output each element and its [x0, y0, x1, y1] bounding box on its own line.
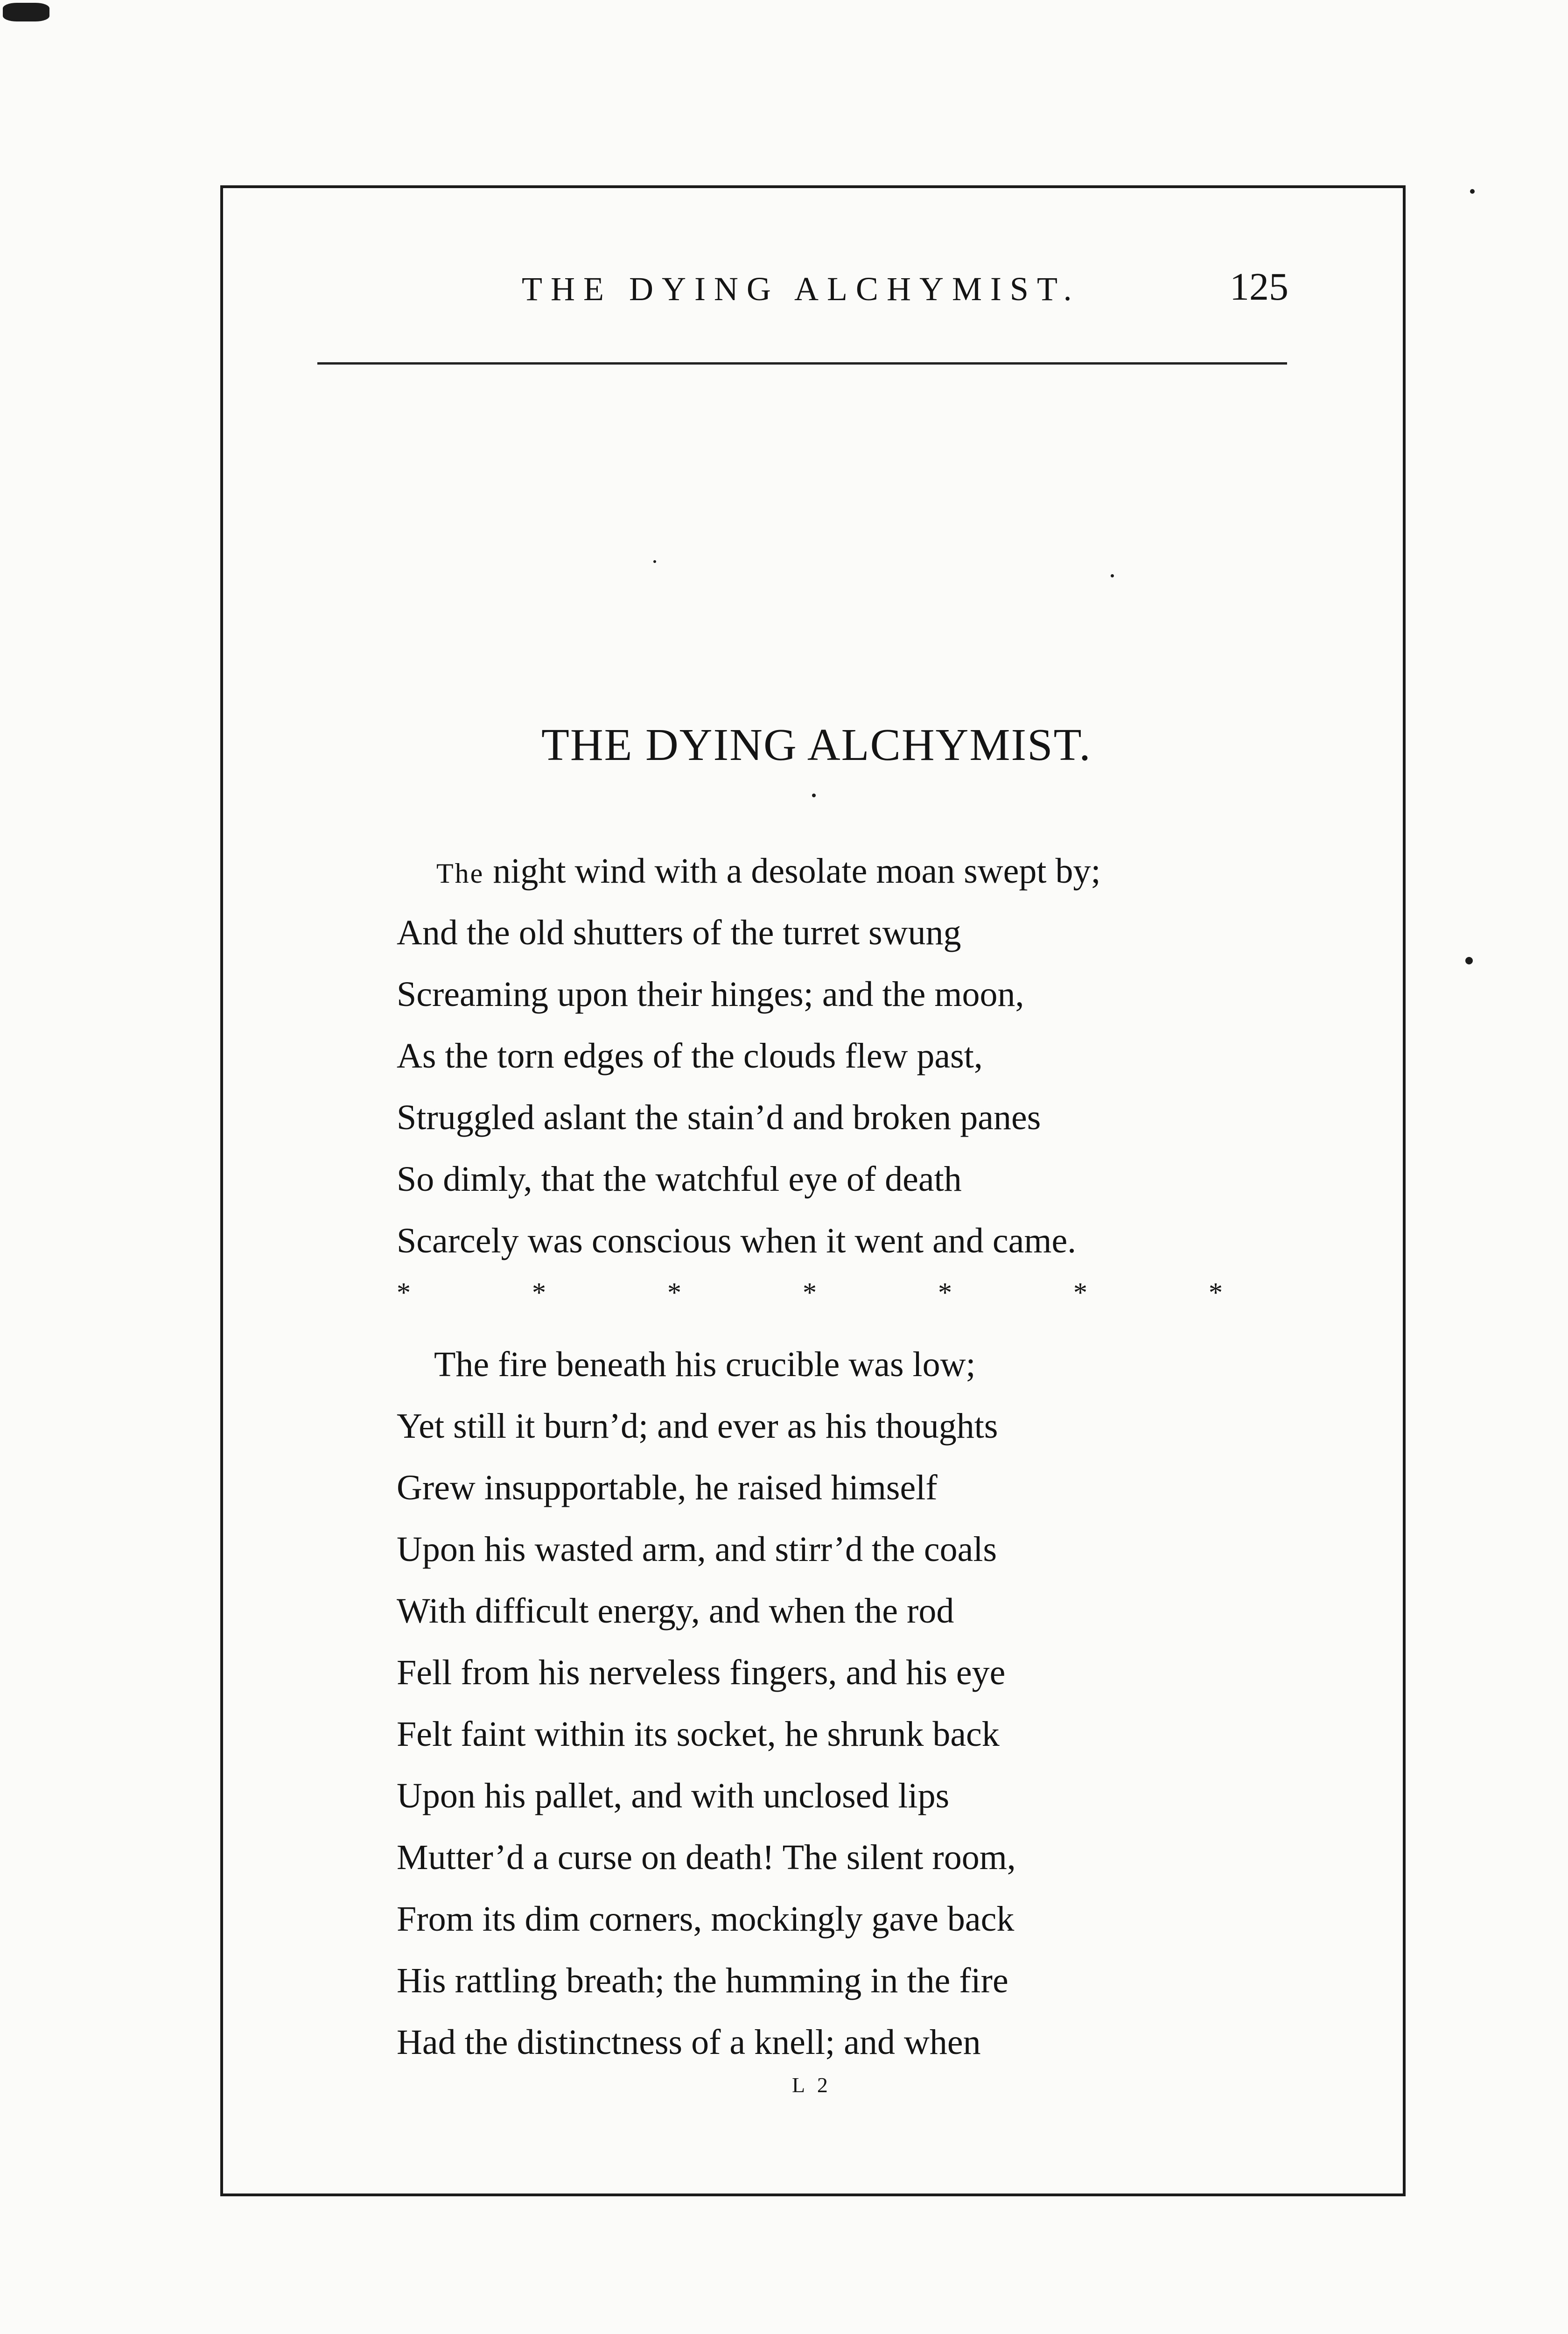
verse-line-15: Upon his pallet, and with unclosed lips	[397, 1776, 950, 1815]
verse-line-16: Mutter’d a curse on death! The silent room,	[397, 1838, 1016, 1877]
speck	[1111, 574, 1114, 577]
header-rule	[317, 362, 1287, 365]
asterisk: *	[667, 1277, 681, 1308]
speck	[812, 794, 816, 797]
verse-line-10: Grew insupportable, he raised himself	[397, 1468, 938, 1507]
stanza-2	[397, 1334, 1016, 2073]
verse-line-18: His rattling breath; the humming in the fire	[397, 1961, 1008, 2000]
verse-line-7: Scarcely was conscious when it went and came.	[397, 1221, 1077, 1260]
verse-line-14: Felt faint within its socket, he shrunk back	[397, 1715, 1000, 1754]
asterisk: *	[1209, 1277, 1223, 1308]
verse-line-5: Struggled aslant the stain’d and broken panes	[397, 1098, 1041, 1137]
verse-line-11: Upon his wasted arm, and stirr’d the coals	[397, 1530, 997, 1569]
asterisk: *	[532, 1277, 546, 1308]
page-number: 125	[1230, 265, 1288, 309]
verse-line-17: From its dim corners, mockingly gave back	[397, 1899, 1015, 1939]
asterisk: *	[803, 1277, 817, 1308]
asterisk: *	[397, 1277, 411, 1308]
poem-title: THE DYING ALCHYMIST.	[541, 720, 1092, 770]
verse-line-13: Fell from his nerveless fingers, and his eye	[397, 1653, 1006, 1692]
speck	[1465, 957, 1473, 964]
asterisk: *	[938, 1277, 952, 1308]
verse-line-2: And the old shutters of the turret swung	[397, 913, 961, 952]
asterisk: *	[1073, 1277, 1087, 1308]
verse-line-3: Screaming upon their hinges; and the moon,	[397, 975, 1024, 1014]
asterisk-separator	[397, 1277, 1223, 1309]
verse-line-1	[436, 840, 1101, 902]
speck	[653, 560, 656, 563]
verse-line-4: As the torn edges of the clouds flew past,	[397, 1036, 983, 1076]
stanza-1	[397, 840, 1101, 1272]
running-head: THE DYING ALCHYMIST.	[522, 270, 1080, 308]
speck	[1470, 189, 1475, 194]
ink-blot	[3, 3, 49, 21]
verse-line-6: So dimly, that the watchful eye of death	[397, 1160, 962, 1199]
first-line-text: night wind with a desolate moan swept by;	[484, 851, 1101, 891]
verse-line-9: Yet still it burn’d; and ever as his thoughts	[397, 1406, 998, 1446]
verse-line-12: With difficult energy, and when the rod	[397, 1591, 954, 1631]
small-caps-opening: The	[436, 858, 484, 889]
verse-line-8: The fire beneath his crucible was low;	[434, 1345, 976, 1384]
signature-mark: L 2	[792, 2073, 832, 2097]
verse-line-19: Had the distinctness of a knell; and when	[397, 2023, 981, 2062]
